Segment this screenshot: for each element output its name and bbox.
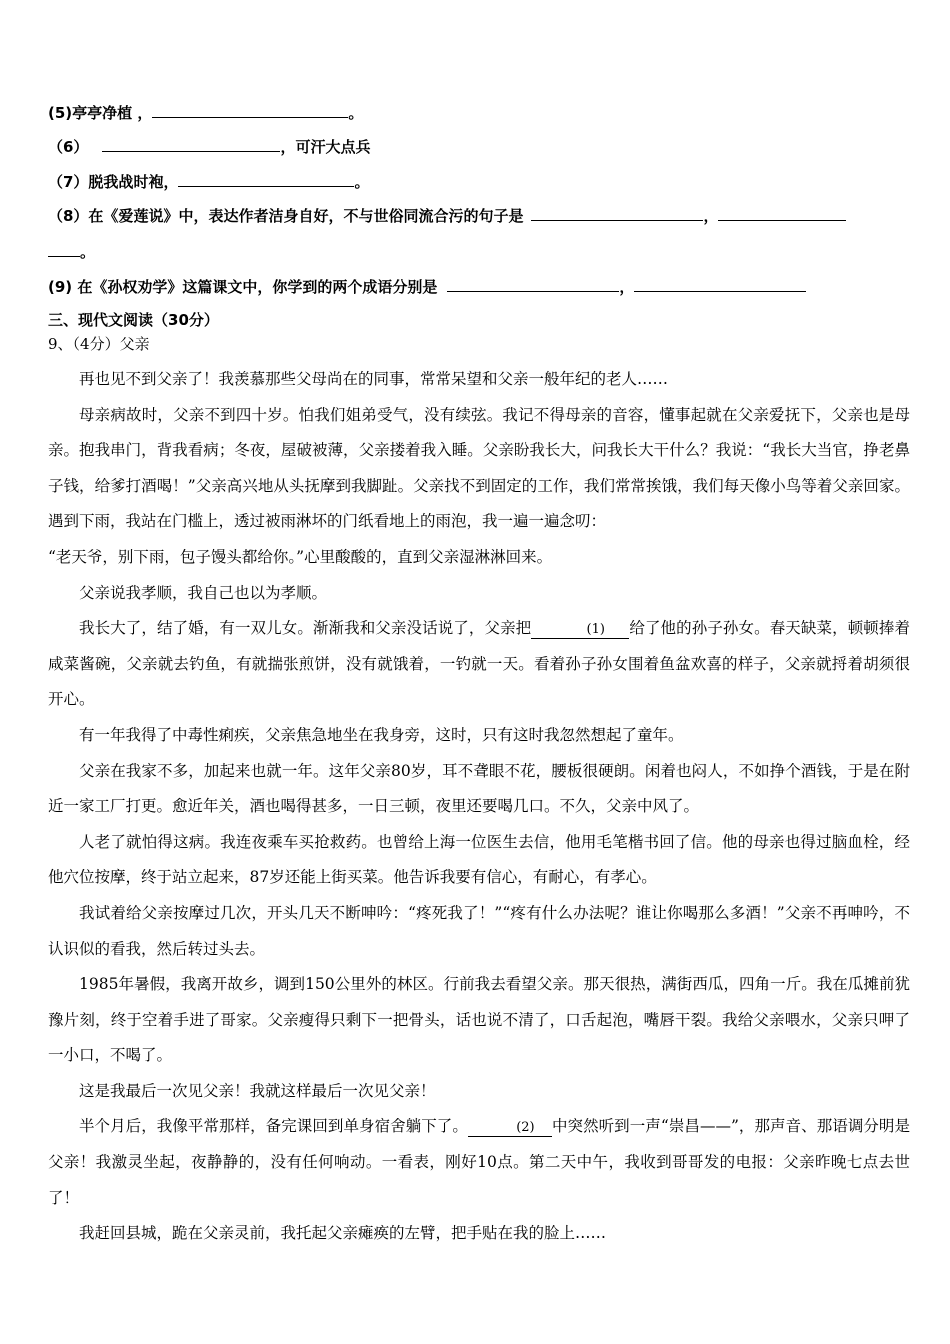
question-8-text: （8）在《爱莲说》中，表达作者洁身自好，不与世俗同流合污的句子是 bbox=[48, 207, 524, 225]
question-7 bbox=[48, 172, 369, 192]
answer-blank-6[interactable] bbox=[102, 137, 280, 152]
paragraph-3: “老天爷，别下雨，包子馒头都给你。”心里酸酸的，直到父亲湿淋淋回来。 bbox=[48, 547, 553, 566]
question-5-end: 。 bbox=[348, 104, 364, 122]
reading-passage bbox=[48, 362, 910, 1252]
fill-blank-2[interactable]: (2) bbox=[468, 1120, 552, 1137]
paragraph-4: 父亲说我孝顺，我自己也以为孝顺。 bbox=[79, 583, 328, 602]
question-header: 9、（4分）父亲 bbox=[48, 335, 150, 353]
paragraph-11: 这是我最后一次见父亲！我就这样最后一次见父亲！ bbox=[79, 1081, 436, 1100]
answer-blank-8a[interactable] bbox=[531, 206, 703, 221]
paragraph-10: 1985年暑假，我离开故乡，调到150公里外的林区。行前我去看望父亲。那天很热，满街西瓜，四角一斤。我在瓜摊前犹豫片刻，终于空着手进了哥家。父亲瘦得只剩下一把骨头，话也说不清了，口舌起泡，嘴唇干裂。我给父亲喂水，父亲只呷了一小口，不喝了。 bbox=[48, 975, 910, 1065]
paragraph-12-part-a: 半个月后，我像平常那样，备完课回到单身宿舍躺下了。 bbox=[79, 1117, 468, 1136]
paragraph-2: 母亲病故时，父亲不到四十岁。怕我们姐弟受气，没有续弦。我记不得母亲的音容，懂事起就在父亲爱抚下，父亲也是母亲。抱我串门，背我看病；冬夜，屋破被薄，父亲搂着我入睡。父亲盼我长大，问我长大干什么？我说：“我长大当官，挣老鼻子钱，给爹打酒喝！”父亲高兴地从头抚摩到我脚趾。父亲找不到固定的工作，我们常常挨饿，我们每天像小鸟等着父亲回家。遇到下雨，我站在门槛上，透过被雨淋坏的门纸看地上的雨泡，我一遍一遍念叨： bbox=[48, 405, 910, 531]
question-9-separator: ， bbox=[619, 278, 635, 296]
question-8-continuation bbox=[48, 242, 95, 262]
question-9-text: (9) 在《孙权劝学》这篇课文中，你学到的两个成语分别是 bbox=[48, 278, 438, 296]
question-6-number: （6） bbox=[48, 138, 89, 156]
question-8 bbox=[48, 206, 846, 226]
section-title: 三、现代文阅读（30分） bbox=[48, 311, 219, 329]
paragraph-12-part-b: 中突然听到一声“崇昌——”，那声音、那语调分明是父亲！我激灵坐起，夜静静的，没有任何响动。一看表，刚好10点。第二天中午，我收到哥哥发的电报：父亲昨晚七点去世了！ bbox=[48, 1117, 910, 1207]
question-6 bbox=[48, 137, 370, 157]
question-8-end: 。 bbox=[80, 243, 96, 261]
paragraph-6: 有一年我得了中毒性痢疾，父亲焦急地坐在我身旁，这时，只有这时我忽然想起了童年。 bbox=[79, 725, 684, 744]
answer-blank-8c[interactable] bbox=[48, 242, 80, 257]
question-9 bbox=[48, 277, 806, 297]
question-7-end: 。 bbox=[354, 173, 370, 191]
question-5-text: (5)亭亭净植 ， bbox=[48, 104, 153, 122]
question-6-text: ，可汗大点兵 bbox=[280, 138, 371, 156]
paragraph-8: 人老了就怕得这病。我连夜乘车买抢救药。也曾给上海一位医生去信，他用毛笔楷书回了信。他的母亲也得过脑血栓，经他穴位按摩，终于站立起来，87岁还能上街买菜。他告诉我要有信心，有耐心，有孝心。 bbox=[48, 832, 910, 887]
paragraph-12 bbox=[48, 1109, 910, 1216]
paragraph-13: 我赶回县城，跪在父亲灵前，我托起父亲瘫痪的左臂，把手贴在我的脸上…… bbox=[79, 1224, 607, 1243]
paragraph-5 bbox=[48, 611, 910, 718]
question-7-text: （7）脱我战时袍， bbox=[48, 173, 179, 191]
answer-blank-9b[interactable] bbox=[634, 277, 806, 292]
fill-blank-1[interactable]: (1) bbox=[531, 622, 629, 639]
answer-blank-9a[interactable] bbox=[447, 277, 619, 292]
paragraph-1: 再也见不到父亲了！我羡慕那些父母尚在的同事，常常呆望和父亲一般年纪的老人…… bbox=[79, 370, 669, 388]
paragraph-5-part-a: 我长大了，结了婚，有一双儿女。渐渐我和父亲没话说了，父亲把 bbox=[79, 619, 532, 638]
paragraph-7: 父亲在我家不多，加起来也就一年。这年父亲80岁，耳不聋眼不花，腰板很硬朗。闲着也闷人，不如挣个酒钱，于是在附近一家工厂打更。愈近年关，酒也喝得甚多，一日三顿，夜里还要喝几口。不久，父亲中风了。 bbox=[48, 761, 910, 816]
paragraph-5-part-b: 给了他的孙子孙女。春天缺菜，顿顿捧着咸菜酱碗，父亲就去钓鱼，有就揣张煎饼，没有就饿着，一钓就一天。看着孙子孙女围着鱼盆欢喜的样子，父亲就捋着胡须很开心。 bbox=[48, 619, 910, 709]
answer-blank-5[interactable] bbox=[152, 103, 348, 118]
paragraph-9: 我试着给父亲按摩过几次，开头几天不断呻吟：“疼死我了！”“疼有什么办法呢？谁让你喝那么多酒！”父亲不再呻吟，不认识似的看我，然后转过头去。 bbox=[48, 903, 910, 958]
question-8-separator: ， bbox=[703, 207, 719, 225]
answer-blank-8b[interactable] bbox=[718, 206, 846, 221]
answer-blank-7[interactable] bbox=[178, 172, 354, 187]
question-5 bbox=[48, 103, 363, 123]
